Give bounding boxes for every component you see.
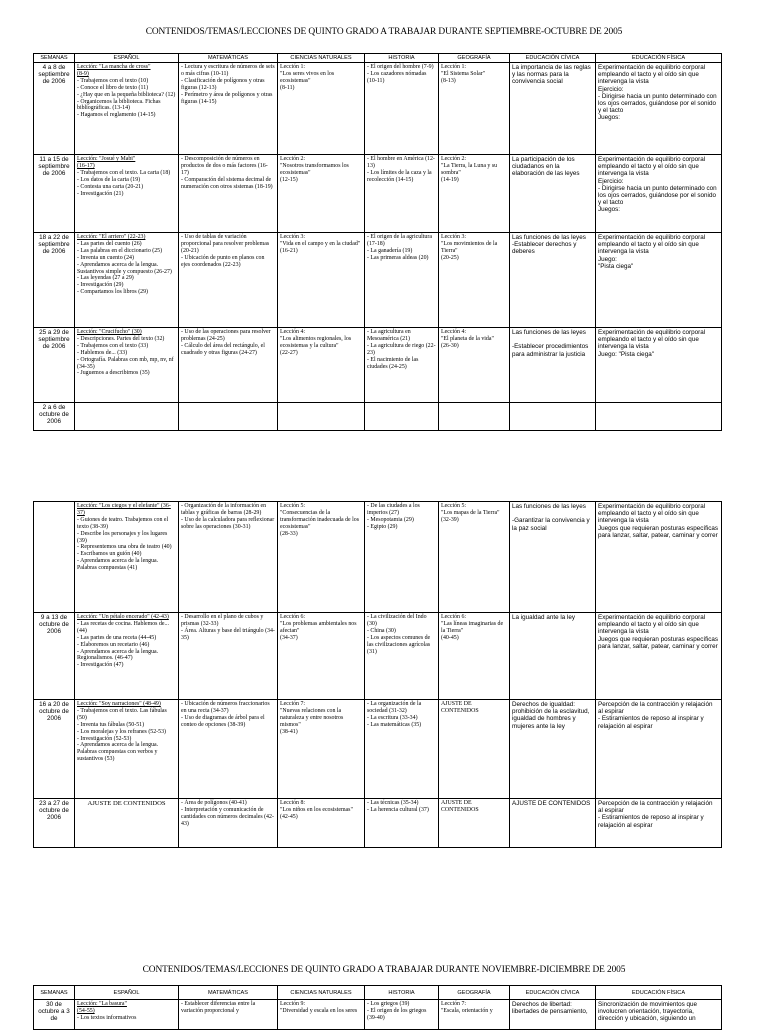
cell-line: - Los textos informativos <box>77 1014 137 1021</box>
cell-line: - Establecer diferencias entre la variación proporcional y <box>181 1001 257 1014</box>
cell-line: - Egipto (29) <box>367 523 398 530</box>
cell-line: Lección 5: <box>441 503 467 509</box>
column-header: GEOGRAFÍA <box>439 986 510 1000</box>
cell-line: (28-33) <box>280 530 298 537</box>
table-header-row <box>34 986 722 1000</box>
cell-line: - Contesta una carta (20-21) <box>77 183 144 190</box>
table-row <box>34 799 722 848</box>
cell-line: Derechos de libertad: libertades de pensamiento, <box>512 1001 588 1016</box>
table-nov-dic <box>33 985 722 1030</box>
fisica-cell <box>596 328 722 403</box>
cell-line: - Las leyendas (27 a 29) <box>77 275 134 282</box>
matematicas-cell <box>179 233 278 328</box>
cell-line: - Investigación (21) <box>77 190 124 197</box>
cell-line: "La Tierra, la Luna y su sombra" <box>441 162 499 176</box>
cell-line: Las funciones de las leyes <box>512 329 586 336</box>
column-header: CIENCIAS NATURALES <box>278 54 365 63</box>
cell-line: - Juguemos a describirnos (35) <box>77 370 150 377</box>
cell-line: Percepción de la contracción y relajación al espirar <box>598 800 715 815</box>
matematicas-cell <box>179 63 278 155</box>
cell-line: - Investigación (47) <box>77 662 124 669</box>
cell-line: - Estiramientos de reposo al inspirar y relajación al espirar <box>598 814 706 829</box>
espanol-cell <box>75 613 179 700</box>
espanol-cell <box>75 63 179 155</box>
column-header: ESPAÑOL <box>75 986 179 1000</box>
cell-line: - Mesopotamia (29) <box>367 516 414 523</box>
cell-line: La importancia de las reglas y las normas para la convivencia social <box>512 64 593 86</box>
cell-line: Juegos que requieran posturas específicas para lanzar, saltar, patear, caminar y correr <box>598 524 720 539</box>
cell-line: - Uso de tablas de variación proporcional para resolver problemas (20-21) <box>181 234 271 254</box>
espanol-cell: AJUSTE DE CONTENIDOS <box>75 799 179 848</box>
cell-line <box>512 510 593 517</box>
matematicas-cell <box>179 403 278 431</box>
cell-line: - Hagamos el reglamento (14-15) <box>77 112 156 119</box>
cell-line: "Vida en el campo y en la ciudad" <box>280 240 361 247</box>
cell-line: Juegos: <box>598 114 621 122</box>
column-header: EDUCACIÓN FÍSICA <box>596 986 722 1000</box>
cell-line: - Elaboremos un recetario (46) <box>77 641 150 648</box>
cell-line: - Investigación (52-53) <box>77 735 132 742</box>
section3-title: CONTENIDOS/TEMAS/LECCIONES DE QUINTO GRADO A TRABAJAR DURANTE NOVIEMBRE-DICIEMBRE DE 2005 <box>142 965 626 975</box>
geografia-cell <box>439 328 510 403</box>
cell-line: -Garantizar la convivencia y la paz social <box>512 517 592 532</box>
geografia-cell <box>439 233 510 328</box>
cell-line: - Los aspectos comunes de las civilizaciones agrícolas (31) <box>367 634 432 655</box>
cell-line: "Escala, orientación y <box>441 1007 493 1014</box>
historia-cell <box>365 613 439 700</box>
cell-line: -Establecer procedimientos para administrar la justicia <box>512 343 591 358</box>
week-cell: 18 a 22 de septiembre de 2006 <box>34 233 75 328</box>
cell-line: - Área. Alturas y base del triángulo (34-35) <box>181 627 275 641</box>
civica-cell <box>510 1000 596 1030</box>
cell-line: Derechos de igualdad: prohibición de la esclavitud, igualdad de hombres y mujeres ante la ley <box>512 701 592 730</box>
cell-line: - Las partes de una receta (44-45) <box>77 634 157 641</box>
cell-line: Juego: "Pista ciega" <box>598 350 654 358</box>
table-sep-oct <box>33 53 722 431</box>
cell-line: - Aprendamos acerca de la lengua. Palabras compuestas (41) <box>77 558 160 572</box>
cell-line: AJUSTE DE CONTENIDOS <box>512 800 591 807</box>
cell-line: - De las ciudades a los imperios (27) <box>367 503 422 516</box>
cell-line: - Representemos una obra de teatro (40) <box>77 544 172 551</box>
cell-line: (22-27) <box>280 349 298 356</box>
table-row <box>34 233 722 328</box>
naturales-cell <box>278 1000 365 1030</box>
column-header: CIENCIAS NATURALES <box>278 986 365 1000</box>
cell-line: - La organización de la sociedad (31-32) <box>367 701 423 714</box>
cell-line: Lección: "Un pétalo encerado" (42-43) <box>77 614 169 620</box>
fisica-cell <box>596 63 722 155</box>
cell-line: - Clasificación de polígonos y otras figuras (12-13) <box>181 77 267 91</box>
cell-line: - Uso de la calculadora para reflexionar sobre las operaciones (30-31) <box>181 516 276 530</box>
table-row <box>34 502 722 613</box>
cell-line: (14-19) <box>441 176 459 183</box>
historia-cell <box>365 1000 439 1030</box>
matematicas-cell <box>179 502 278 613</box>
cell-line: "Nuevas relaciones con la naturaleza y entre nosotros mismos" <box>280 707 345 728</box>
cell-line: "Los problemas ambientales nos afectan" <box>280 620 358 634</box>
cell-line: Lección: "Soy narraciones" (48-49) <box>77 701 161 707</box>
cell-line: - La escritura (33-34) <box>367 714 418 721</box>
cell-line: Lección: "La basura" <box>77 1001 127 1007</box>
naturales-cell <box>278 700 365 799</box>
cell-line: - Describe los personajes y los lugares (39) <box>77 530 169 544</box>
cell-line: Lección 4: <box>441 329 467 335</box>
cell-line: Lección 7: <box>280 701 306 707</box>
cell-line: - Uso de las operaciones para resolver problemas (24-25) <box>181 329 273 342</box>
week-cell: 11 a 15 de septiembre de 2006 <box>34 155 75 233</box>
cell-line: - Los griegos (39) <box>367 1001 410 1007</box>
cell-line: (40-45) <box>441 634 459 641</box>
cell-line: "Pista ciega" <box>598 262 634 270</box>
cell-line: - Escribamos un guión (40) <box>77 551 142 558</box>
cell-line: Juegos: <box>598 206 621 214</box>
geografia-cell <box>439 799 510 848</box>
civica-cell <box>510 328 596 403</box>
cell-line: Ejercicio: <box>598 85 624 93</box>
cell-line: Lección 3: <box>280 234 306 240</box>
naturales-cell <box>278 63 365 155</box>
cell-line: Lección 7: <box>441 1001 467 1007</box>
cell-line: Lección 2: <box>441 156 467 162</box>
cell-line: "Los niños en los ecosistemas" <box>280 806 353 813</box>
cell-line: - Organización de la información en tablas y gráficas de barras (28-29) <box>181 503 268 516</box>
table-row <box>34 155 722 233</box>
cell-line: Las funciones de las leyes <box>512 503 586 510</box>
week-cell: 23 a 27 de octubre de 2006 <box>34 799 75 848</box>
fisica-cell <box>596 613 722 700</box>
table-row <box>34 1000 722 1030</box>
cell-line: Juego: <box>598 255 617 263</box>
espanol-cell <box>75 233 179 328</box>
table-row <box>34 328 722 403</box>
cell-line: Lección 3: <box>441 234 467 240</box>
espanol-cell <box>75 700 179 799</box>
cell-line: Experimentación de equilibrio corporal empleando el tacto y el oído sin que intervenga la vista <box>598 503 707 525</box>
fisica-cell <box>596 403 722 431</box>
cell-line: - El origen de la agricultura (17-18) <box>367 234 434 247</box>
naturales-cell <box>278 502 365 613</box>
cell-line: - Cálculo del área del rectángulo, el cuadrado y otras figuras (24-27) <box>181 342 267 356</box>
cell-line: - Ortografía. Palabras con mb, mp, nv, nf (34-35) <box>77 356 176 370</box>
cell-line: "Los mapas de la Tierra" <box>441 509 500 516</box>
civica-cell <box>510 799 596 848</box>
cell-line: Experimentación de equilibrio corporal empleando el tacto y el oído sin que intervenga la vista <box>598 234 707 256</box>
table-row <box>34 700 722 799</box>
naturales-cell <box>278 613 365 700</box>
naturales-cell <box>278 328 365 403</box>
cell-line: - Trabajemos con el texto (10) <box>77 77 149 84</box>
cell-line: - El hombre en América (12-13) <box>367 156 435 169</box>
matematicas-cell <box>179 155 278 233</box>
fisica-cell <box>596 700 722 799</box>
espanol-cell <box>75 328 179 403</box>
cell-line: (16-21) <box>280 247 298 254</box>
section1-title: CONTENIDOS/TEMAS/LECCIONES DE QUINTO GRADO A TRABAJAR DURANTE SEPTIEMBRE-OCTUBRE DE 2005 <box>145 27 623 37</box>
cell-line: Lección 2: <box>280 156 306 162</box>
week-cell: 4 a 8 de septiembre de 2006 <box>34 63 75 155</box>
cell-line: - La herencia cultural (37) <box>367 806 429 813</box>
cell-line: - Inventa un cuento (24) <box>77 254 134 261</box>
naturales-cell <box>278 799 365 848</box>
cell-line: - Aprendamos acerca de la lengua. Palabras compuestas con verbos y sustantivos (53) <box>77 742 160 763</box>
cell-line: - Las técnicas (35-34) <box>367 800 419 806</box>
geografia-cell <box>439 63 510 155</box>
cell-line: - Ubicación de punto en planos con ejes coordenados (22-23) <box>181 254 266 268</box>
cell-line: - Uso de diagramas de árbol para el conteo de opciones (38-39) <box>181 714 267 728</box>
cell-line: Percepción de la contracción y relajación al espirar <box>598 701 715 716</box>
cell-line: Experimentación de equilibrio corporal empleando el tacto y el oído sin que intervenga la vista <box>598 614 707 636</box>
cell-line: - Guiones de teatro. Trabajemos con el texto (38-39) <box>77 516 170 530</box>
cell-line: Lección 1: <box>441 64 467 70</box>
historia-cell <box>365 403 439 431</box>
cell-line: - Las primeras aldeas (20) <box>367 254 429 261</box>
historia-cell <box>365 799 439 848</box>
table-header-row <box>34 54 722 63</box>
week-cell: 2 a 6 de octubre de 2006 <box>34 403 75 431</box>
cell-line: - Conoce el libro de texto (11) <box>77 84 149 91</box>
cell-line: - Dirigirse hacia un punto determinado con los ojos cerrados, guiándose por el sonido y el tacto <box>598 184 719 207</box>
espanol-cell <box>75 502 179 613</box>
cell-line: - Trabajemos con el texto (33) <box>77 342 149 349</box>
civica-cell <box>510 502 596 613</box>
cell-line: Ejercicio: <box>598 177 624 185</box>
cell-line: - La ganadería (19) <box>367 247 413 254</box>
cell-line: Lección 4: <box>280 329 306 335</box>
cell-line: "El planeta de la vida" <box>441 335 494 342</box>
cell-line: Experimentación de equilibrio corporal empleando el tacto y el oído sin que intervenga la vista <box>598 156 707 178</box>
cell-line: - ¿Hay que en la pequeña biblioteca? (12) <box>77 91 176 98</box>
cell-line: (38-41) <box>280 728 298 735</box>
espanol-cell <box>75 403 179 431</box>
cell-line: "Las líneas imaginarias de la Tierra" <box>441 620 505 634</box>
geografia-cell <box>439 1000 510 1030</box>
cell-line: - Trabajemos con el texto. Las fábulas (50) <box>77 707 169 721</box>
cell-line: Juegos que requieran posturas específicas para lanzar, saltar, patear, caminar y correr <box>598 635 720 650</box>
historia-cell <box>365 63 439 155</box>
cell-line: - El origen de los griegos (39-40) <box>367 1007 428 1021</box>
cell-line: (26-30) <box>441 342 459 349</box>
column-header: MATEMÁTICAS <box>179 986 278 1000</box>
cell-line: - Las recetas de cocina. Hablemos de... (44) <box>77 620 171 634</box>
cell-line: AJUSTE DE CONTENIDOS <box>441 701 479 714</box>
cell-line: - Trabajemos con el texto. La carta (18) <box>77 169 171 176</box>
cell-line: - Aprendamos acerca de la lengua. Sustantivos simple y compuesto (26-27) <box>77 261 172 275</box>
historia-cell <box>365 502 439 613</box>
column-header: ESPAÑOL <box>75 54 179 63</box>
column-header: HISTORIA <box>365 54 439 63</box>
matematicas-cell <box>179 328 278 403</box>
column-header: GEOGRAFÍA <box>439 54 510 63</box>
cell-line: - Ubicación de números fraccionarios en una recta (34-37) <box>181 701 272 714</box>
naturales-cell <box>278 233 365 328</box>
cell-line: AJUSTE DE CONTENIDOS <box>441 800 479 813</box>
cell-line: - Dirigirse hacia un punto determinado con los ojos cerrados, guiándose por el sonido y el tacto <box>598 92 719 115</box>
cell-line: Lección 8: <box>280 800 306 806</box>
historia-cell <box>365 700 439 799</box>
cell-line: "Nosotros transformamos los ecosistemas" <box>280 162 351 176</box>
cell-line: -Establecer derechos y deberes <box>512 241 579 256</box>
cell-line: - El origen del hombre (7-9) <box>367 64 434 70</box>
cell-line: (54-55) <box>77 1007 95 1014</box>
cell-line: - La civilización del Indo (30) <box>367 614 429 627</box>
civica-cell <box>510 403 596 431</box>
cell-line: Lección 6: <box>441 614 467 620</box>
column-header: SEMANAS <box>34 986 75 1000</box>
cell-line: - Compartamos los libros (29) <box>77 289 149 296</box>
cell-line: (42-45) <box>280 813 298 820</box>
civica-cell <box>510 233 596 328</box>
fisica-cell <box>596 155 722 233</box>
matematicas-cell <box>179 1000 278 1030</box>
cell-line: (32-39) <box>441 516 459 523</box>
naturales-cell <box>278 403 365 431</box>
geografia-cell <box>439 613 510 700</box>
cell-line: - Los moralejas y los refranes (52-53) <box>77 728 166 735</box>
cell-line: Las funciones de las leyes <box>512 234 586 241</box>
historia-cell <box>365 328 439 403</box>
cell-line: La igualdad ante la ley <box>512 614 576 621</box>
week-cell <box>34 502 75 613</box>
cell-line: Lección 5: <box>280 503 306 509</box>
geografia-cell <box>439 502 510 613</box>
cell-line: - Área de polígonos (40-41) <box>181 800 247 806</box>
cell-line: (20-25) <box>441 254 459 261</box>
historia-cell <box>365 155 439 233</box>
cell-line: - Comparación del sistema decimal de numeración con otros sistemas (18-19) <box>181 176 273 190</box>
cell-line: "Consecuencias de la transformación inadecuada de los ecosistemas" <box>280 509 361 530</box>
espanol-cell <box>75 155 179 233</box>
cell-line: (34-37) <box>280 634 298 641</box>
cell-line: "Los seres vivos en los ecosistemas" <box>280 70 336 84</box>
cell-line: Lección 9: <box>280 1001 306 1007</box>
cell-line: (8-9) <box>77 70 89 77</box>
cell-line: - China (30) <box>367 627 396 634</box>
cell-line: "Diversidad y escala en los seres <box>280 1007 358 1014</box>
cell-line: (16-17) <box>77 162 95 169</box>
cell-line: (8-11) <box>280 84 295 91</box>
week-cell: 30 de octubre a 3 de <box>34 1000 75 1030</box>
cell-line: Lección 1: <box>280 64 306 70</box>
fisica-cell <box>596 799 722 848</box>
espanol-cell <box>75 1000 179 1030</box>
cell-line: - Hablemos de... (33) <box>77 349 128 356</box>
geografia-cell <box>439 700 510 799</box>
cell-line: Lección: "El arriero" (22-23) <box>77 234 146 240</box>
matematicas-cell <box>179 799 278 848</box>
civica-cell <box>510 63 596 155</box>
table-row <box>34 403 722 431</box>
cell-line: Lección: "Los ciegos y el elefante" (36-37) <box>77 503 171 516</box>
cell-line: - Lectura y escritura de números de seis o más cifras (10-11) <box>181 64 277 77</box>
cell-line: "Los alimentos regionales, los ecosistemas y la cultura" <box>280 335 353 349</box>
cell-line <box>512 336 593 343</box>
cell-line: Sincronización de movimientos que involucren orientación, trayectoria, dirección y ubicación, siguiendo un <box>598 1001 699 1023</box>
column-header: EDUCACIÓN CÍVICA <box>510 986 596 1000</box>
civica-cell <box>510 700 596 799</box>
matematicas-cell <box>179 700 278 799</box>
cell-line: "Los movimientos de la Tierra" <box>441 240 499 254</box>
week-cell: 25 a 29 de septiembre de 2006 <box>34 328 75 403</box>
civica-cell <box>510 155 596 233</box>
cell-line: - Los cazadores nómadas (10-11) <box>367 70 428 84</box>
week-cell: 9 a 13 de octubre de 2006 <box>34 613 75 700</box>
fisica-cell <box>596 1000 722 1030</box>
column-header: SEMANAS <box>34 54 75 63</box>
table-row <box>34 63 722 155</box>
cell-line: - Interpretación y comunicación de cantidades con números decimales (42-43) <box>181 806 274 827</box>
cell-line: - Las palabras en el diccionario (25) <box>77 247 163 254</box>
cell-line: - Investigación (29) <box>77 282 124 289</box>
fisica-cell <box>596 233 722 328</box>
cell-line: - Las matemáticas (35) <box>367 721 422 728</box>
cell-line: - Perímetro y área de polígonos y otras figuras (14-15) <box>181 91 274 105</box>
historia-cell <box>365 233 439 328</box>
cell-line: Experimentación de equilibrio corporal empleando el tacto y el oído sin que intervenga la vista <box>598 64 707 86</box>
geografia-cell <box>439 155 510 233</box>
cell-line: - La agricultura en Mesoamérica (21) <box>367 329 413 342</box>
cell-line: - Descomposición de números en productos de dos o más factores (16-17) <box>181 156 268 176</box>
column-header: EDUCACIÓN CÍVICA <box>510 54 596 63</box>
cell-line: - Los límites de la caza y la recolección (14-15) <box>367 169 434 183</box>
cell-line: Lección: "Josué y Mabi" <box>77 156 136 162</box>
naturales-cell <box>278 155 365 233</box>
cell-line: - Descripciones. Partes del texto (32) <box>77 335 165 342</box>
cell-line: Experimentación de equilibrio corporal empleando el tacto y el oído sin que intervenga la vista <box>598 329 707 351</box>
cell-line: La participación de los ciudadanos en la elaboración de las leyes <box>512 156 580 178</box>
cell-line: (12-15) <box>280 176 298 183</box>
civica-cell <box>510 613 596 700</box>
geografia-cell <box>439 403 510 431</box>
table-oct <box>33 501 722 848</box>
cell-line: - Las partes del cuento (26) <box>77 240 142 247</box>
cell-line: - Organicemos la biblioteca. Fichas bibliográficas. (13-14) <box>77 98 162 112</box>
cell-line: Lección 6: <box>280 614 306 620</box>
column-header: HISTORIA <box>365 986 439 1000</box>
matematicas-cell <box>179 613 278 700</box>
cell-line: (8-13) <box>441 77 456 84</box>
cell-line: - Los datos de la carta (19) <box>77 176 141 183</box>
cell-line: - Estiramientos de reposo al inspirar y relajación al espirar <box>598 715 706 730</box>
cell-line: Lección: "Crucifucho" (30) <box>77 329 142 335</box>
cell-line: - El nacimiento de las ciudades (24-25) <box>367 356 420 370</box>
cell-line: - Aprendamos acerca de la lengua. Regionalismos. (46-47) <box>77 648 160 662</box>
fisica-cell <box>596 502 722 613</box>
cell-line: - La agricultura de riego (22-23) <box>367 342 436 356</box>
cell-line: - Desarrollo en el plano de cubos y prismas (32-33) <box>181 614 265 627</box>
week-cell: 16 a 20 de octubre de 2006 <box>34 700 75 799</box>
cell-line: - Inventa tus fábulas (50-51) <box>77 721 145 728</box>
cell-line: "El Sistema Solar" <box>441 70 486 77</box>
column-header: MATEMÁTICAS <box>179 54 278 63</box>
cell-line: Lección: "La mancha de cross" <box>77 64 151 70</box>
table-row <box>34 613 722 700</box>
column-header: EDUCACIÓN FÍSICA <box>596 54 722 63</box>
